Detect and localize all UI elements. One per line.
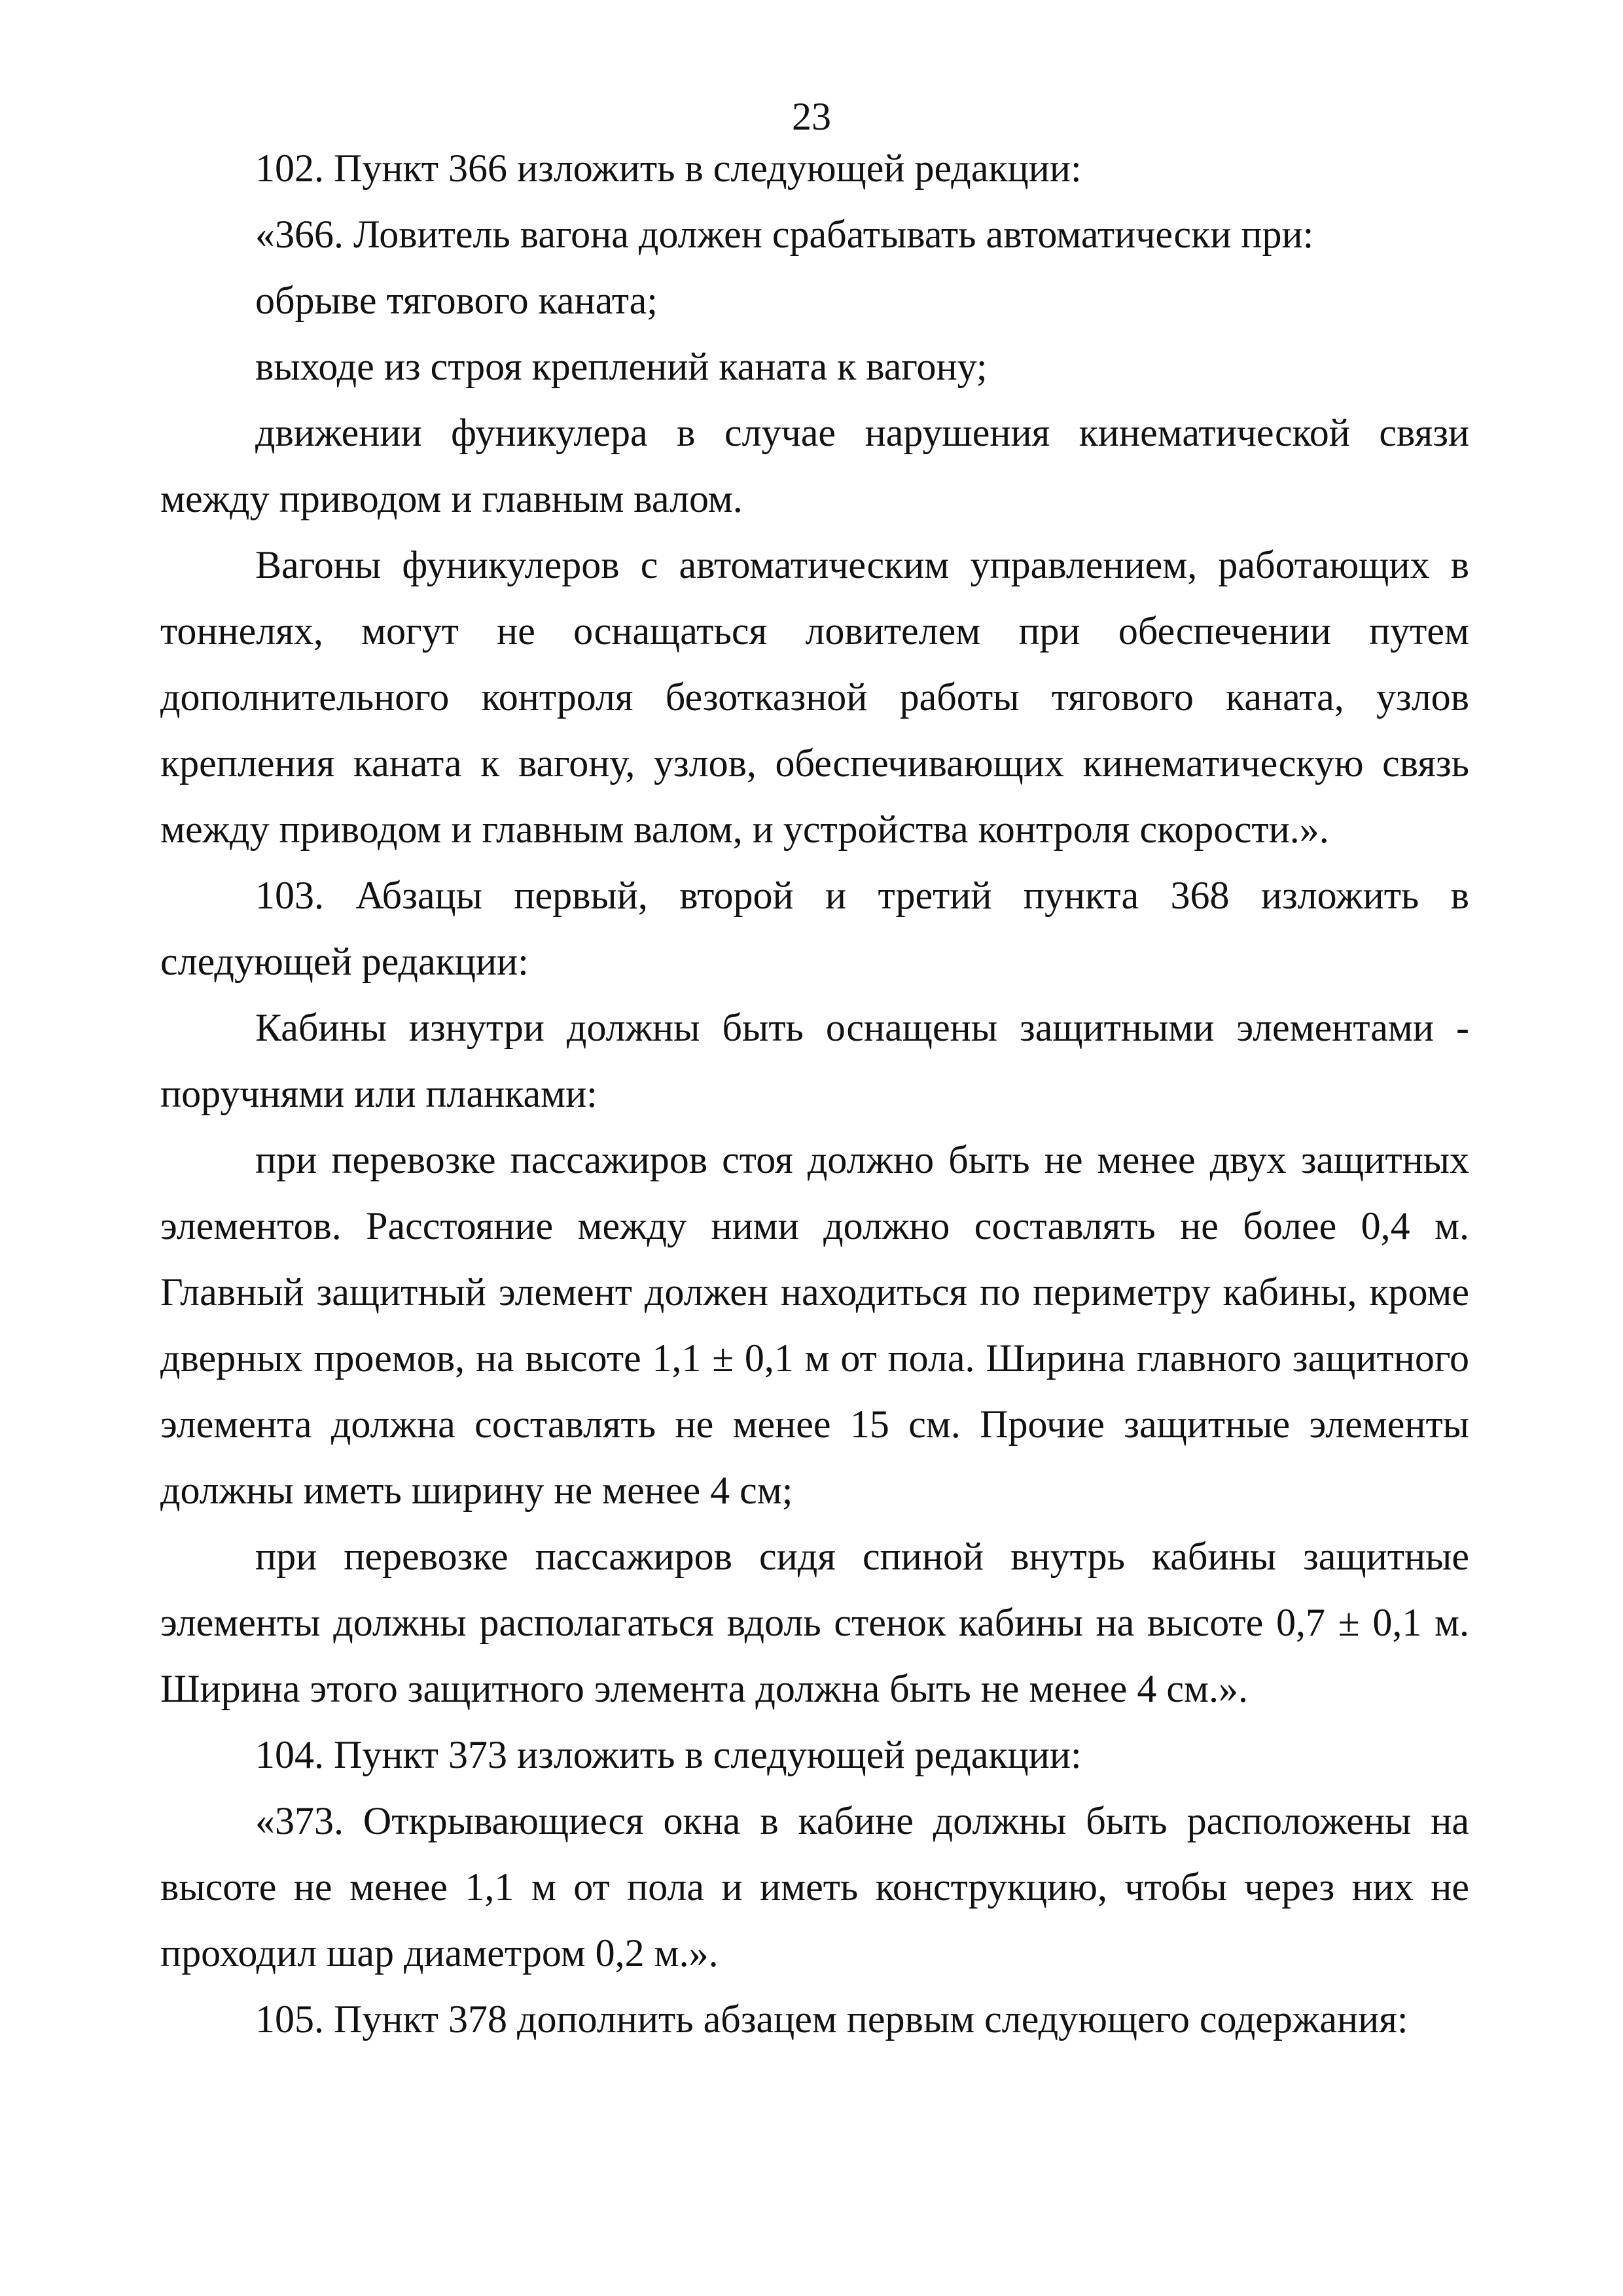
paragraph-funicular-exception: Вагоны фуникулеров с автоматическим управлением, работающих в тоннелях, могут не оснащаться ловителем при обеспечении путем дополнительного контроля безотказной работы тягового каната, узлов крепления каната к вагону, узлов, обеспечивающих кинематическую связь между приводом и главным валом, и устройства контроля скорости.».	[160, 543, 1469, 851]
paragraph-item-105: 105. Пункт 378 дополнить абзацем первым следующего содержания:	[255, 1998, 1408, 2041]
page-number: 23	[792, 95, 831, 138]
paragraph-quote-366: «366. Ловитель вагона должен срабатывать автоматически при:	[255, 213, 1314, 256]
paragraph-item-102: 102. Пункт 366 изложить в следующей редакции:	[255, 147, 1082, 190]
paragraph-quote-373: «373. Открывающиеся окна в кабине должны быть расположены на высоте не менее 1,1 м от пола и иметь конструкцию, чтобы через них не проходил шар диаметром 0,2 м.».	[160, 1799, 1469, 1975]
paragraph-list-item: выходе из строя креплений каната к вагону;	[255, 345, 988, 388]
paragraph-item-103: 103. Абзацы первый, второй и третий пункта 368 изложить в следующей редакции:	[160, 874, 1469, 983]
paragraph-list-item: движении фуникулера в случае нарушения кинематической связи между приводом и главным валом.	[160, 411, 1469, 520]
document-body	[160, 135, 1469, 2053]
paragraph-seated-passengers: при перевозке пассажиров сидя спиной внутрь кабины защитные элементы должны располагаться вдоль стенок кабины на высоте 0,7 ± 0,1 м. Ширина этого защитного элемента должна быть не менее 4 см.».	[160, 1535, 1469, 1710]
paragraph-cabin-protection: Кабины изнутри должны быть оснащены защитными элементами - поручнями или планками:	[160, 1006, 1469, 1115]
paragraph-standing-passengers: при перевозке пассажиров стоя должно быть не менее двух защитных элементов. Расстояние между ними должно составлять не более 0,4 м. Главный защитный элемент должен находиться по периметру кабины, кроме дверных проемов, на высоте 1,1 ± 0,1 м от пола. Ширина главного защитного элемента должна составлять не менее 15 см. Прочие защитные элементы должны иметь ширину не менее 4 см;	[160, 1138, 1469, 1512]
paragraph-item-104: 104. Пункт 373 изложить в следующей редакции:	[255, 1733, 1082, 1776]
paragraph-list-item: обрыве тягового каната;	[255, 279, 658, 322]
